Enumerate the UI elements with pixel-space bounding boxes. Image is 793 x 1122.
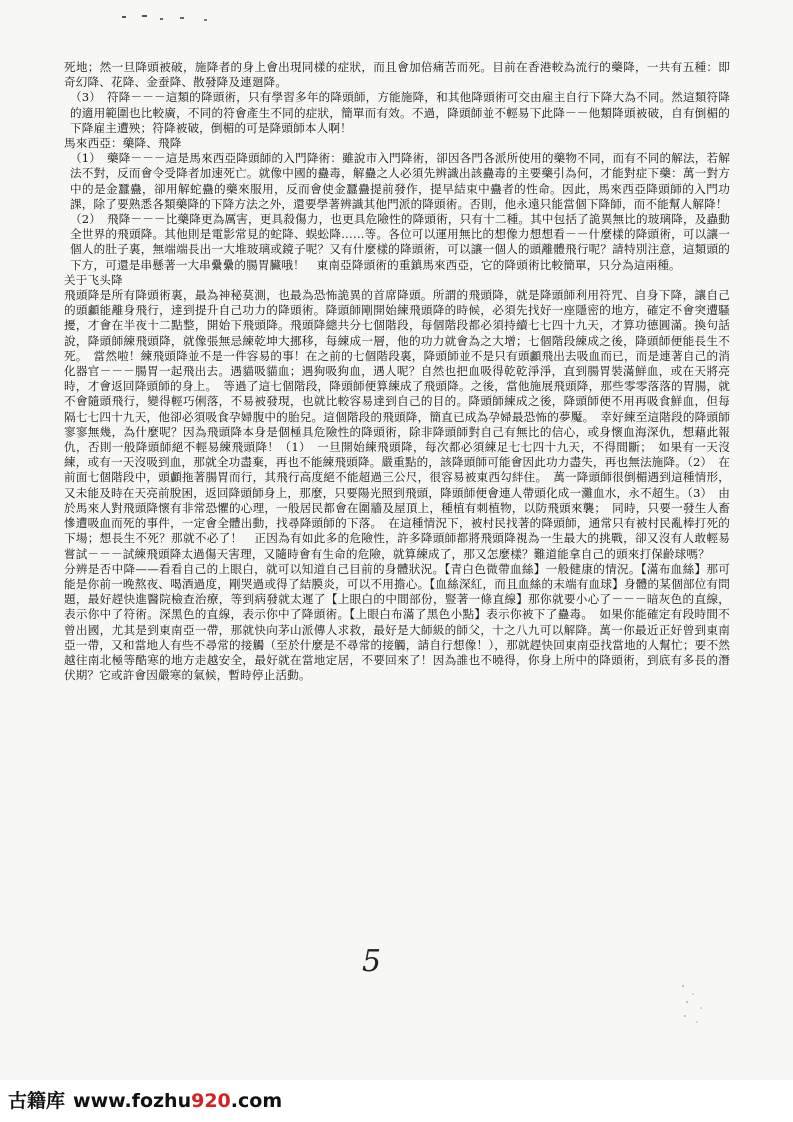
- scan-artifact-marks: [120, 10, 220, 24]
- paragraph-diagnosis: 分辨是否中降——看看自己的上眼白，就可以知道自己目前的身體狀況。【青白色微帶血絲】一般健康的情況。【滿布血絲】那可能是你前一晚熬夜、喝酒過度，剛哭過或得了結膜炎，可以不用擔心。【血絲深紅，而且血絲的末端有血球】身體的某個部位有問題，最好趕快進醫院檢查治療，等到病發就太遲了【上眼白的中間部份，豎著一條直線】那你就要小心了－－－暗灰色的直線，表示你中了符術。深黑色的直線，表示你中了降頭術。【上眼白布滿了黑色小點】表示你被下了蠱毒。 如果你能確定有段時間不曾出國，尤其是到東南亞一帶，那就快向茅山派傳人求救，最好是大師級的師父，十之八九可以解降。萬一你最近正好曾到東南亞一帶，又和當地人有些不尋常的接觸（至於什麼是不尋常的接觸，請自行想像！），那就趕快回東南亞找當地的人幫忙；要不然越往南北極等酷寒的地方走越安全，最好就在當地定居，不要回來了！因為誰也不曉得，你身上所中的降頭術，到底有多長的潛伏期？它或許會因嚴寒的氣候，暫時停止活動。: [64, 561, 730, 683]
- watermark-url-suffix: .com: [230, 1090, 283, 1112]
- paragraph-intro: 死地；然一旦降頭被破，施降者的身上會出現同樣的症狀，而且會加倍痛苦而死。目前在香港較為流行的藥降，一共有五種：即奇幻降、花降、金蚕降、散發降及連廻降。: [64, 60, 730, 90]
- paragraph-fu-jiang: （3） 符降－－－這類的降頭術，只有學習多年的降頭師，方能施降，和其他降頭術可交由雇主自行下降大為不同。然這類符降的適用範圍也比較廣，不同的符會產生不同的症狀，簡單而有效。不過，降頭師並不輕易下此降－－他類降頭被破，自有倒楣的下降雇主遭殃；符降被破，倒楣的可是降頭師本人啊！: [70, 90, 730, 135]
- watermark-url-digits: 920: [191, 1090, 231, 1112]
- heading-flying-head: 关于飞头降: [64, 272, 123, 287]
- heading-malaysia: 馬來西亞：藥降、飛降: [64, 136, 182, 151]
- paragraph-fei-jiang: （2） 飛降－－－比藥降更為厲害，更具殺傷力，也更具危險性的降頭術，只有十二種。其中包括了詭異無比的玻璃降，及蟲動全世界的飛頭降。其他則是電影常見的蛇降、蜈蚣降……等。各位可以運用無比的想像力想想看－－什麼樣的降頭術，可以讓一個人的肚子裏，無端端長出一大堆玻璃或鏡子呢？又有什麼樣的降頭術，可以讓一個人的頭離體飛行呢？請特別注意，這類頭的下方，可還是串懸著一大串纍纍的腸胃臟哦！ 東南亞降頭術的重鎮馬來西亞，它的降頭術比較簡單，只分為這兩種。: [70, 212, 730, 272]
- page-number: 5: [362, 944, 382, 979]
- site-watermark: [8, 1086, 282, 1113]
- body-text: [64, 60, 730, 683]
- paragraph-flying-head: 飛頭降是所有降頭術裏，最為神秘莫測，也最為恐怖詭異的首席降頭。所謂的飛頭降，就是降頭師利用符咒、自身下降，讓自己的頭顱能離身飛行，達到提升自己功力的降頭術。降頭師剛開始練飛頭降的時候，必須先找好一座隱密的地方，確定不會突遭騷擾，才會在半夜十二點整，開始下飛頭降。飛頭降總共分七個階段，每個階段都必須持續七七四十九天，才算功德圓滿。換句話說，降頭師練飛頭降，就像張無忌練乾坤大挪移，每練成一層，他的功力就會為之大增；七個階段練成之後，降頭師便能長生不死。 當然啦！練飛頭降並不是一件容易的事！在之前的七個階段裏，降頭師並不是只有頭顱飛出去吸血而已，而是連著自己的消化器官－－－腸胃一起飛出去。遇貓吸貓血；遇狗吸狗血，遇人呢？自然也把血吸得乾乾淨淨，直到腸胃裝滿鮮血，或在天將亮時，才會返回降頭師的身上。 等過了這七個階段，降頭師便算練成了飛頭降。之後，當他施展飛頭降，那些零零落落的胃腸，就不會隨頭飛行，變得輕巧俐落，不易被發現，也就比較容易達到自己的目的。降頭師練成之後，降頭師便不用再吸食鮮血，但每隔七七四十九天，他卻必須吸食孕婦腹中的胎兒。這個階段的飛頭降，簡直已成為孕婦最恐怖的夢魘。 幸好練至這階段的降頭師寥寥無幾，為什麼呢？因為飛頭降本身是個極具危險性的降頭術，除非降頭師對自己有無比的信心，或身懷血海深仇，想藉此報仇，否則一般降頭師絕不輕易練飛頭降！（1） 一旦開始練飛頭降，每次都必須練足七七四十九天，不得間斷； 如果有一天沒練，或有一天沒吸到血，那就全功盡棄，再也不能練飛頭降。嚴重點的，該降頭師可能會因此功力盡失，再也無法施降。（2） 在前面七個階段中，頭顱拖著腸胃而行，其飛行高度絕不能超過三公尺，很容易被東西勾絆住。 萬一降頭師很倒楣遇到這種情形，又未能及時在天亮前脫困，返回降頭師身上，那麼，只要陽光照到飛頭，降頭師便會連人帶頭化成一灘血水，永不超生。（3） 由於馬來人對飛頭降懷有非常恐懼的心理，一般居民都會在圍牆及屋頂上，種植有刺植物，以防飛頭來襲； 同時，只要一發生人畜慘遭吸血而死的事件，一定會全體出動，找尋降頭師的下落。 在這種情況下，被村民找著的降頭師，通常只有被村民亂棒打死的下場；想長生不死？那就不必了！ 正因為有如此多的危險性，許多降頭師都將飛頭降視為一生最大的挑戰，卻又沒有人敢輕易嘗試－－－試練飛頭降太過傷天害理，又隨時會有生命的危險，就算練成了，那又怎麼樣？難道能拿自己的頭來打保齡球嗎？: [64, 288, 730, 561]
- watermark-url-prefix: www.fozhu: [73, 1090, 192, 1112]
- scan-speckle-marks: [675, 980, 715, 1030]
- watermark-site-name: 古籍库: [8, 1090, 66, 1112]
- paragraph-yao-jiang: （1） 藥降－－－這是馬來西亞降頭師的入門降術：雖說市入門降術，卻因各門各派所使用的藥物不同，而有不同的解法，若解法不對，反而會令受降者加速死亡。就像中國的蠱毒，解蠱之人必須先辨識出該蠱毒的主要藥引為何，才能對症下藥：萬一對方中的是金蠶蠱，卻用解蛇蠱的藥來服用，反而會使金蠶蠱提前發作，提早結束中蠱者的性命。因此，馬來西亞降頭師的入門功課，除了要熟悉各類藥降的下降方法之外，還要學著辨識其他門派的降頭術。否則，他永遠只能當個下降師，而不能幫人解降！: [70, 151, 730, 211]
- footer-watermark-bar: [0, 1080, 793, 1122]
